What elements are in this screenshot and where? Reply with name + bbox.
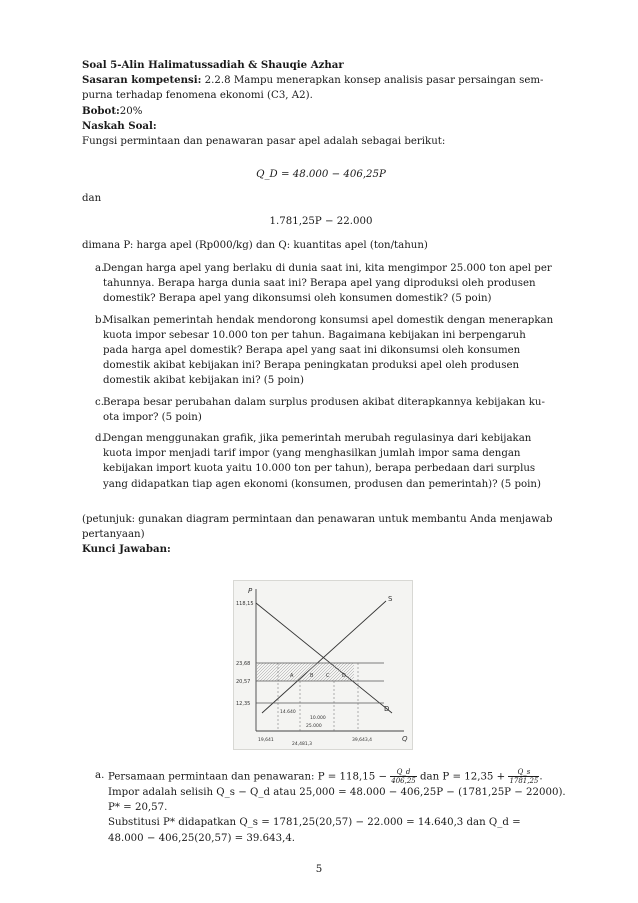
supply-equation: 1.781,25P − 22.000 bbox=[269, 216, 373, 227]
price-1-label: 23,68 bbox=[236, 661, 251, 667]
answer-line: 48.000 − 406,25(20,57) = 39.643,4. bbox=[108, 832, 296, 844]
item-label: c. bbox=[95, 396, 104, 408]
variable-definition: dimana P: harga apel (Rp000/kg) dan Q: kuantitas apel (ton/tahun) bbox=[82, 240, 428, 251]
item-line: Misalkan pemerintah hendak mendorong konsumsi apel domestik dengan menerapkan bbox=[103, 314, 554, 326]
competency-label: Sasaran kompetensi: bbox=[82, 74, 202, 87]
item-line: kebijakan import kuota yaitu 10.000 ton per tahun), berapa perbedaan dari surplus bbox=[103, 463, 536, 475]
item-line: Berapa besar perubahan dalam surplus produsen akibat diterapkannya kebijakan ku- bbox=[103, 396, 545, 408]
item-line: Dengan menggunakan grafik, jika pemerintah merubah regulasinya dari kebijakan bbox=[103, 433, 532, 445]
question-item-c bbox=[82, 395, 560, 425]
demand-equation: Q_D = 48.000 − 406,25P bbox=[256, 169, 386, 180]
axis-p-label: P bbox=[248, 587, 253, 595]
graph-svg bbox=[234, 581, 412, 749]
fraction-denominator: 406,25 bbox=[391, 777, 416, 785]
area-label-d: D bbox=[342, 673, 346, 679]
intro-text: Fungsi permintaan dan penawaran pasar apel adalah sebagai berikut: bbox=[82, 136, 446, 148]
question-item-a bbox=[82, 261, 560, 307]
answer-line: P* = 20,57. bbox=[108, 802, 168, 814]
price-2-label: 20,57 bbox=[236, 679, 251, 685]
fraction-numerator: Q_s bbox=[508, 768, 539, 777]
answer-key-label: Kunci Jawaban: bbox=[82, 543, 171, 556]
q-label-1: 14.640 bbox=[280, 710, 296, 715]
q-label-2: 10.000 bbox=[310, 716, 326, 721]
supply-curve bbox=[262, 601, 386, 713]
supply-curve-label: S bbox=[388, 595, 393, 603]
question-list bbox=[82, 261, 560, 498]
fraction-denominator: 1781,25 bbox=[509, 777, 539, 785]
item-line: yang didapatkan tiap agen ekonomi (konsumen, produsen dan pemerintah)? (5 poin) bbox=[103, 478, 541, 490]
shaded-area bbox=[256, 663, 354, 681]
answer-label: a. bbox=[95, 770, 105, 781]
item-label: d. bbox=[95, 433, 105, 445]
question-title: Soal 5-Alin Halimatussadiah & Shauqie Azhar bbox=[82, 59, 344, 71]
answer-line: Impor adalah selisih Q_s − Q_d atau 25,000 = 48.000 − 406,25P − (1781,25P − 22000). bbox=[108, 787, 566, 798]
price-top-label: 118,15 bbox=[236, 601, 254, 607]
answer-line: Persamaan permintaan dan penawaran: P = 118,15 − bbox=[108, 771, 387, 783]
header-block bbox=[82, 58, 560, 149]
q-high-label: 39,643,4 bbox=[352, 738, 373, 743]
competency-text-1: 2.2.8 Mampu menerapkan konsep analisis pasar persaingan sem- bbox=[204, 75, 544, 87]
area-label-a: A bbox=[290, 673, 294, 679]
item-line: domestik? Berapa apel yang dikonsumsi oleh konsumen domestik? (5 poin) bbox=[103, 293, 492, 305]
q-mid-label: 24,481,3 bbox=[292, 742, 313, 747]
axis-q-label: Q bbox=[402, 735, 408, 743]
answer-line: Substitusi P* didapatkan Q_s = 1781,25(20,57) − 22.000 = 14.640,3 dan Q_d = bbox=[108, 817, 521, 829]
weight-value: 20% bbox=[119, 105, 143, 117]
question-item-b bbox=[82, 313, 560, 389]
answer-line: dan P = 12,35 + bbox=[419, 771, 506, 783]
item-line: tahunnya. Berapa harga dunia saat ini? Berapa apel yang diproduksi oleh produsen bbox=[103, 278, 536, 290]
answer-a bbox=[82, 768, 566, 846]
q-low-label: 19,641 bbox=[258, 738, 274, 743]
answer-line: . bbox=[539, 771, 543, 783]
weight-label: Bobot: bbox=[82, 104, 120, 117]
item-line: domestik akibat kebijakan ini? Berapa peningkatan produksi apel oleh produsen bbox=[103, 360, 520, 372]
hand-drawn-supply-demand-graph bbox=[233, 580, 413, 750]
demand-curve bbox=[256, 603, 392, 713]
supply-fraction bbox=[508, 768, 539, 785]
question-label: Naskah Soal: bbox=[82, 119, 157, 132]
item-line: kuota impor menjadi tarif impor (yang menghasilkan jumlah impor sama dengan bbox=[103, 448, 521, 460]
hint-line: (petunjuk: gunakan diagram permintaan dan penawaran untuk membantu Anda menjawab bbox=[82, 514, 553, 525]
price-3-label: 12,35 bbox=[236, 701, 251, 707]
area-label-c: C bbox=[326, 673, 330, 679]
demand-curve-label: D bbox=[384, 705, 390, 713]
item-line: pada harga apel domestik? Berapa apel yang saat ini dikonsumsi oleh konsumen bbox=[103, 345, 521, 357]
competency-text-2: purna terhadap fenomena ekonomi (C3, A2). bbox=[82, 90, 313, 102]
equation-connector: dan bbox=[82, 193, 102, 204]
fraction-numerator: Q_d bbox=[390, 768, 417, 777]
area-label-b: B bbox=[310, 673, 314, 679]
item-line: kuota impor sebesar 10.000 ton per tahun. Bagaimana kebijakan ini berpengaruh bbox=[103, 329, 526, 341]
item-line: ota impor? (5 poin) bbox=[103, 411, 202, 423]
question-item-d bbox=[82, 431, 560, 492]
hint-block bbox=[82, 512, 560, 558]
page-number: 5 bbox=[315, 864, 323, 875]
item-label: a. bbox=[95, 263, 105, 274]
item-line: Dengan harga apel yang berlaku di dunia saat ini, kita mengimpor 25.000 ton apel per bbox=[103, 263, 552, 274]
hint-line: pertanyaan) bbox=[82, 529, 145, 541]
demand-fraction bbox=[390, 768, 417, 785]
q-label-3: 25.000 bbox=[306, 724, 322, 729]
item-label: b. bbox=[95, 314, 105, 326]
item-line: domestik akibat kebijakan ini? (5 poin) bbox=[103, 375, 304, 387]
